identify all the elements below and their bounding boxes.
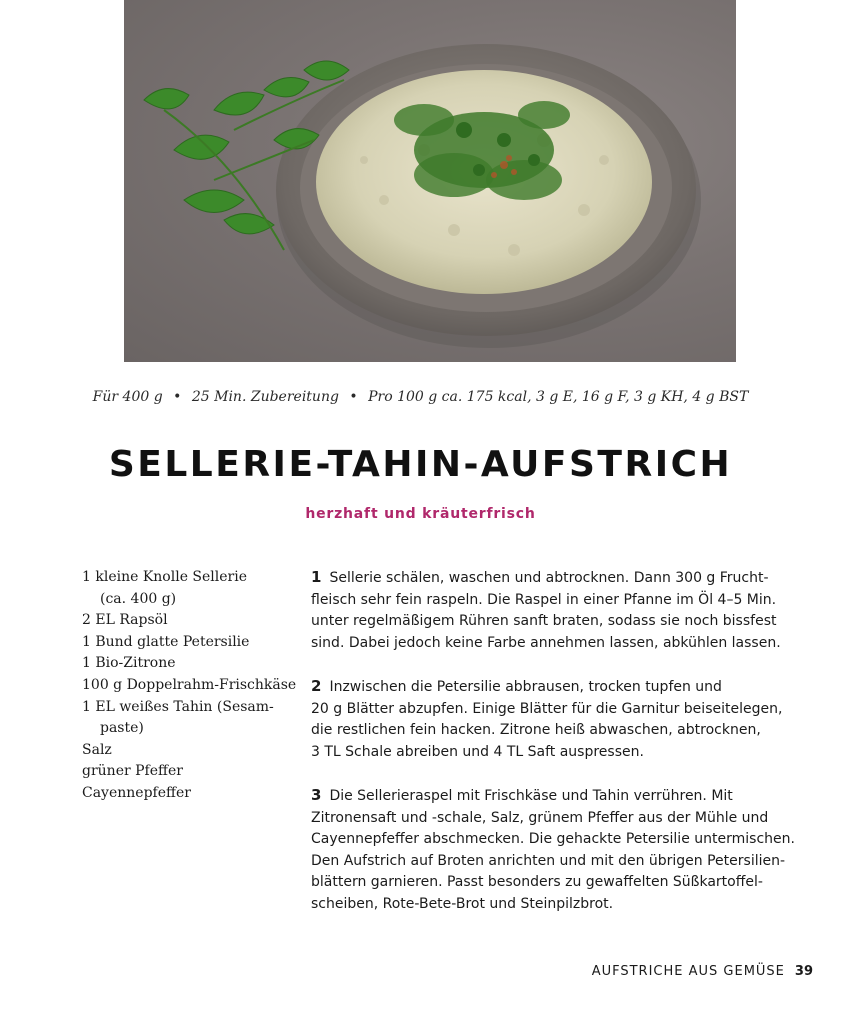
ingredient-item: grüner Pfeffer — [82, 763, 183, 780]
portion-info: Für 400 g — [92, 389, 163, 405]
step-2: 2 Inzwischen die Petersilie abbrausen, trocken tupfen und 20 g Blätter abzupfen. Einige Blätter für die Garnitur beiseitelegen, die restlichen fein hacken. Zitrone heiß abwaschen, abtrocknen, 3 TL Schale abreiben und 4 TL Saft auspressen. — [311, 676, 783, 760]
ingredient-item: 100 g Doppelrahm-Frischkäse — [82, 676, 297, 693]
step-number: 2 — [311, 676, 322, 695]
ingredient-item: 1 Bund glatte Petersilie — [82, 633, 250, 650]
celery-spread-bowl-image — [124, 0, 736, 362]
page-footer — [592, 964, 813, 979]
page-number: 39 — [794, 964, 813, 979]
time-info: 25 Min. Zubereitung — [191, 389, 339, 405]
step-number: 1 — [311, 568, 322, 586]
ingredient-item: 2 EL Rapsöl — [82, 612, 168, 629]
ingredient-item: Cayennepfeffer — [82, 784, 191, 801]
ingredient-item: 1 EL weißes Tahin (Sesam- paste) — [82, 698, 274, 737]
step-number: 3 — [311, 785, 322, 804]
step-1: 1 Sellerie schälen, waschen und abtrocknen. Dann 300 g Frucht- fleisch sehr fein raspeln. Die Raspel in einer Pfanne im Öl 4–5 Min. unter regelmäßigem Rühren sanft braten, sodass sie noch bissfest sind. Dabei jedoch keine Farbe annehmen lassen, abkühlen lassen. — [311, 568, 781, 651]
nutrition-info: Pro 100 g ca. 175 kcal, 3 g E, 16 g F, 3 g KH, 4 g BST — [368, 389, 749, 405]
step-3: 3 Die Sellerieraspel mit Frischkäse und Tahin verrühren. Mit Zitronensaft und -schale, Salz, grünem Pfeffer aus der Mühle und Cayennepfeffer abschmecken. Die gehackte Petersilie untermischen. Den Aufstrich auf Broten anrichten und mit den übrigen Petersilien- blättern garnieren. Passt besonders zu gewaffelten Süßkartoffel- scheiben, Rote-Bete-Brot und Steinpilzbrot. — [311, 785, 795, 912]
meta-separator: • — [349, 389, 358, 405]
ingredient-item: Salz — [82, 741, 112, 758]
recipe-meta — [0, 389, 841, 405]
ingredient-item: 1 kleine Knolle Sellerie (ca. 400 g) — [82, 569, 247, 607]
section-name: AUFSTRICHE AUS GEMÜSE — [591, 964, 785, 979]
recipe-title: SELLERIE-TAHIN-AUFSTRICH — [108, 444, 733, 485]
instruction-steps — [311, 567, 795, 937]
recipe-photo — [124, 0, 736, 362]
ingredient-item: 1 Bio-Zitrone — [82, 655, 176, 672]
meta-separator: • — [173, 389, 182, 405]
recipe-subtitle: herzhaft und kräuterfrisch — [305, 506, 536, 522]
ingredient-list — [82, 567, 297, 805]
